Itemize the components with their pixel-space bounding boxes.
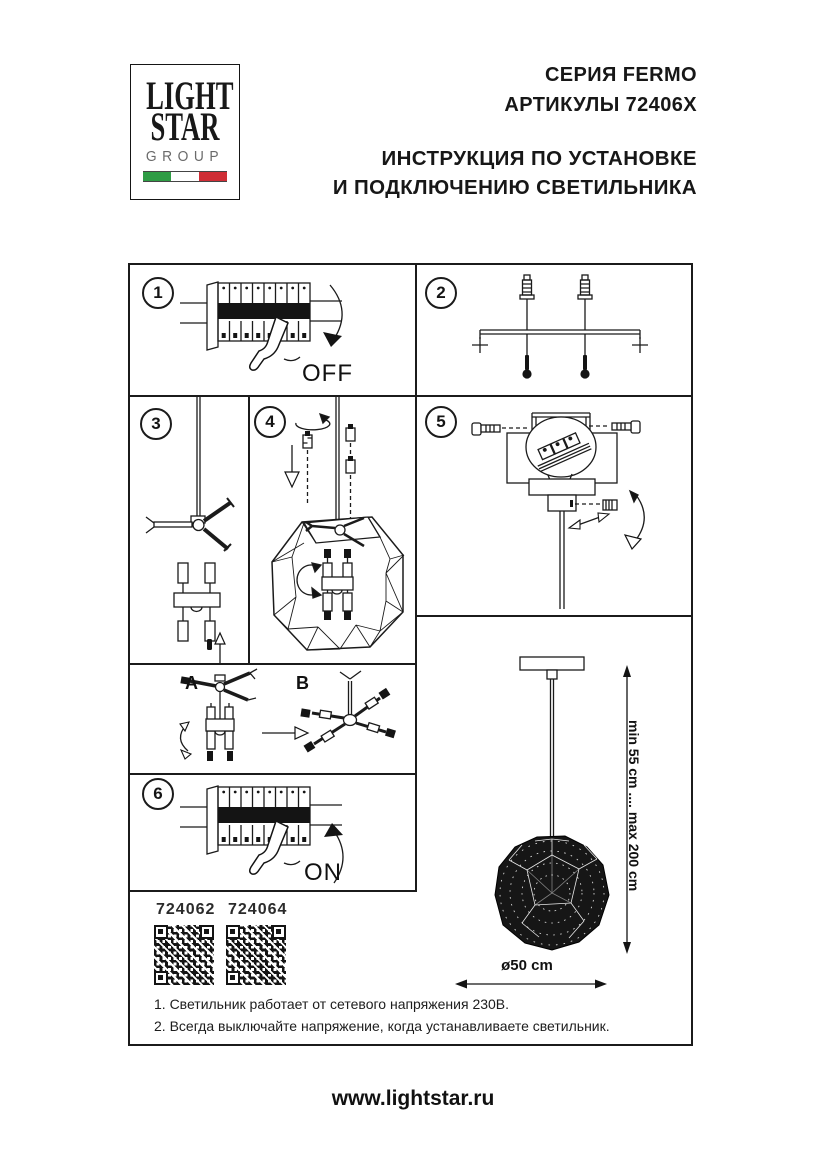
article-number-1: 724062: [156, 901, 216, 918]
pendant-lamp-drawing: [417, 655, 694, 1049]
note-line-2: 2. Всегда выключайте напряжение, когда устанавливаете светильник.: [154, 1018, 610, 1034]
grid-divider: [130, 773, 417, 775]
ceiling-plate: [520, 657, 584, 670]
safety-notes: [154, 993, 610, 1037]
shade-assembly-illustration: [252, 397, 415, 663]
grid-divider: [415, 615, 691, 617]
breaker-on-illustration: [180, 781, 420, 893]
pointing-finger: [250, 317, 288, 370]
qr-code-724064: [226, 925, 286, 985]
rotate-down-arrow: [330, 285, 342, 339]
note-line-1: 1. Светильник работает от сетевого напряжения 230В.: [154, 996, 510, 1012]
diameter-dimension-line: [455, 980, 607, 989]
grid-divider: [248, 395, 250, 665]
spider-suspension-illustration: [138, 397, 243, 661]
logo-group: GROUP: [145, 148, 225, 165]
article-number-2: 724064: [228, 901, 288, 918]
step-number-4: 4: [254, 406, 286, 438]
step-number-6: 6: [142, 778, 174, 810]
step-number-1: 1: [142, 277, 174, 309]
doc-title-line2: И ПОДКЛЮЧЕНИЮ СВЕТИЛЬНИКА: [332, 176, 697, 199]
instruction-grid: [128, 263, 693, 1046]
flag-white: [171, 172, 199, 181]
flag-green: [143, 172, 171, 181]
canopy-mounting-illustration: [420, 403, 692, 613]
series-title: СЕРИЯ FERMO: [544, 64, 697, 86]
header-block: [333, 60, 697, 202]
flag-red: [199, 172, 227, 181]
logo-star: STAR: [150, 105, 220, 150]
height-dimension-label: min 55 cm .... max 200 cm: [626, 720, 642, 892]
detail-a-label: A: [185, 673, 198, 693]
lightstar-logo: [130, 64, 240, 200]
footer-url[interactable]: www.lightstar.ru: [331, 1087, 495, 1110]
pointing-finger: [250, 821, 288, 874]
breaker-off-illustration: [180, 277, 420, 389]
articles-title: АРТИКУЛЫ 72406X: [504, 94, 697, 116]
detail-b-label: B: [296, 673, 309, 693]
off-label: OFF: [302, 360, 353, 387]
qr-code-724062: [154, 925, 214, 985]
step-number-3: 3: [140, 408, 172, 440]
step-number-2: 2: [425, 277, 457, 309]
step-number-5: 5: [425, 406, 457, 438]
logo-light: LIGHT: [146, 74, 234, 119]
italian-flag-bar: [143, 171, 227, 182]
doc-title-line1: ИНСТРУКЦИЯ ПО УСТАНОВКЕ: [381, 147, 697, 170]
diameter-dimension-label: ø50 cm: [501, 957, 553, 974]
grid-divider: [130, 663, 417, 665]
mounting-bracket-illustration: [460, 273, 660, 391]
on-label: ON: [304, 859, 342, 886]
